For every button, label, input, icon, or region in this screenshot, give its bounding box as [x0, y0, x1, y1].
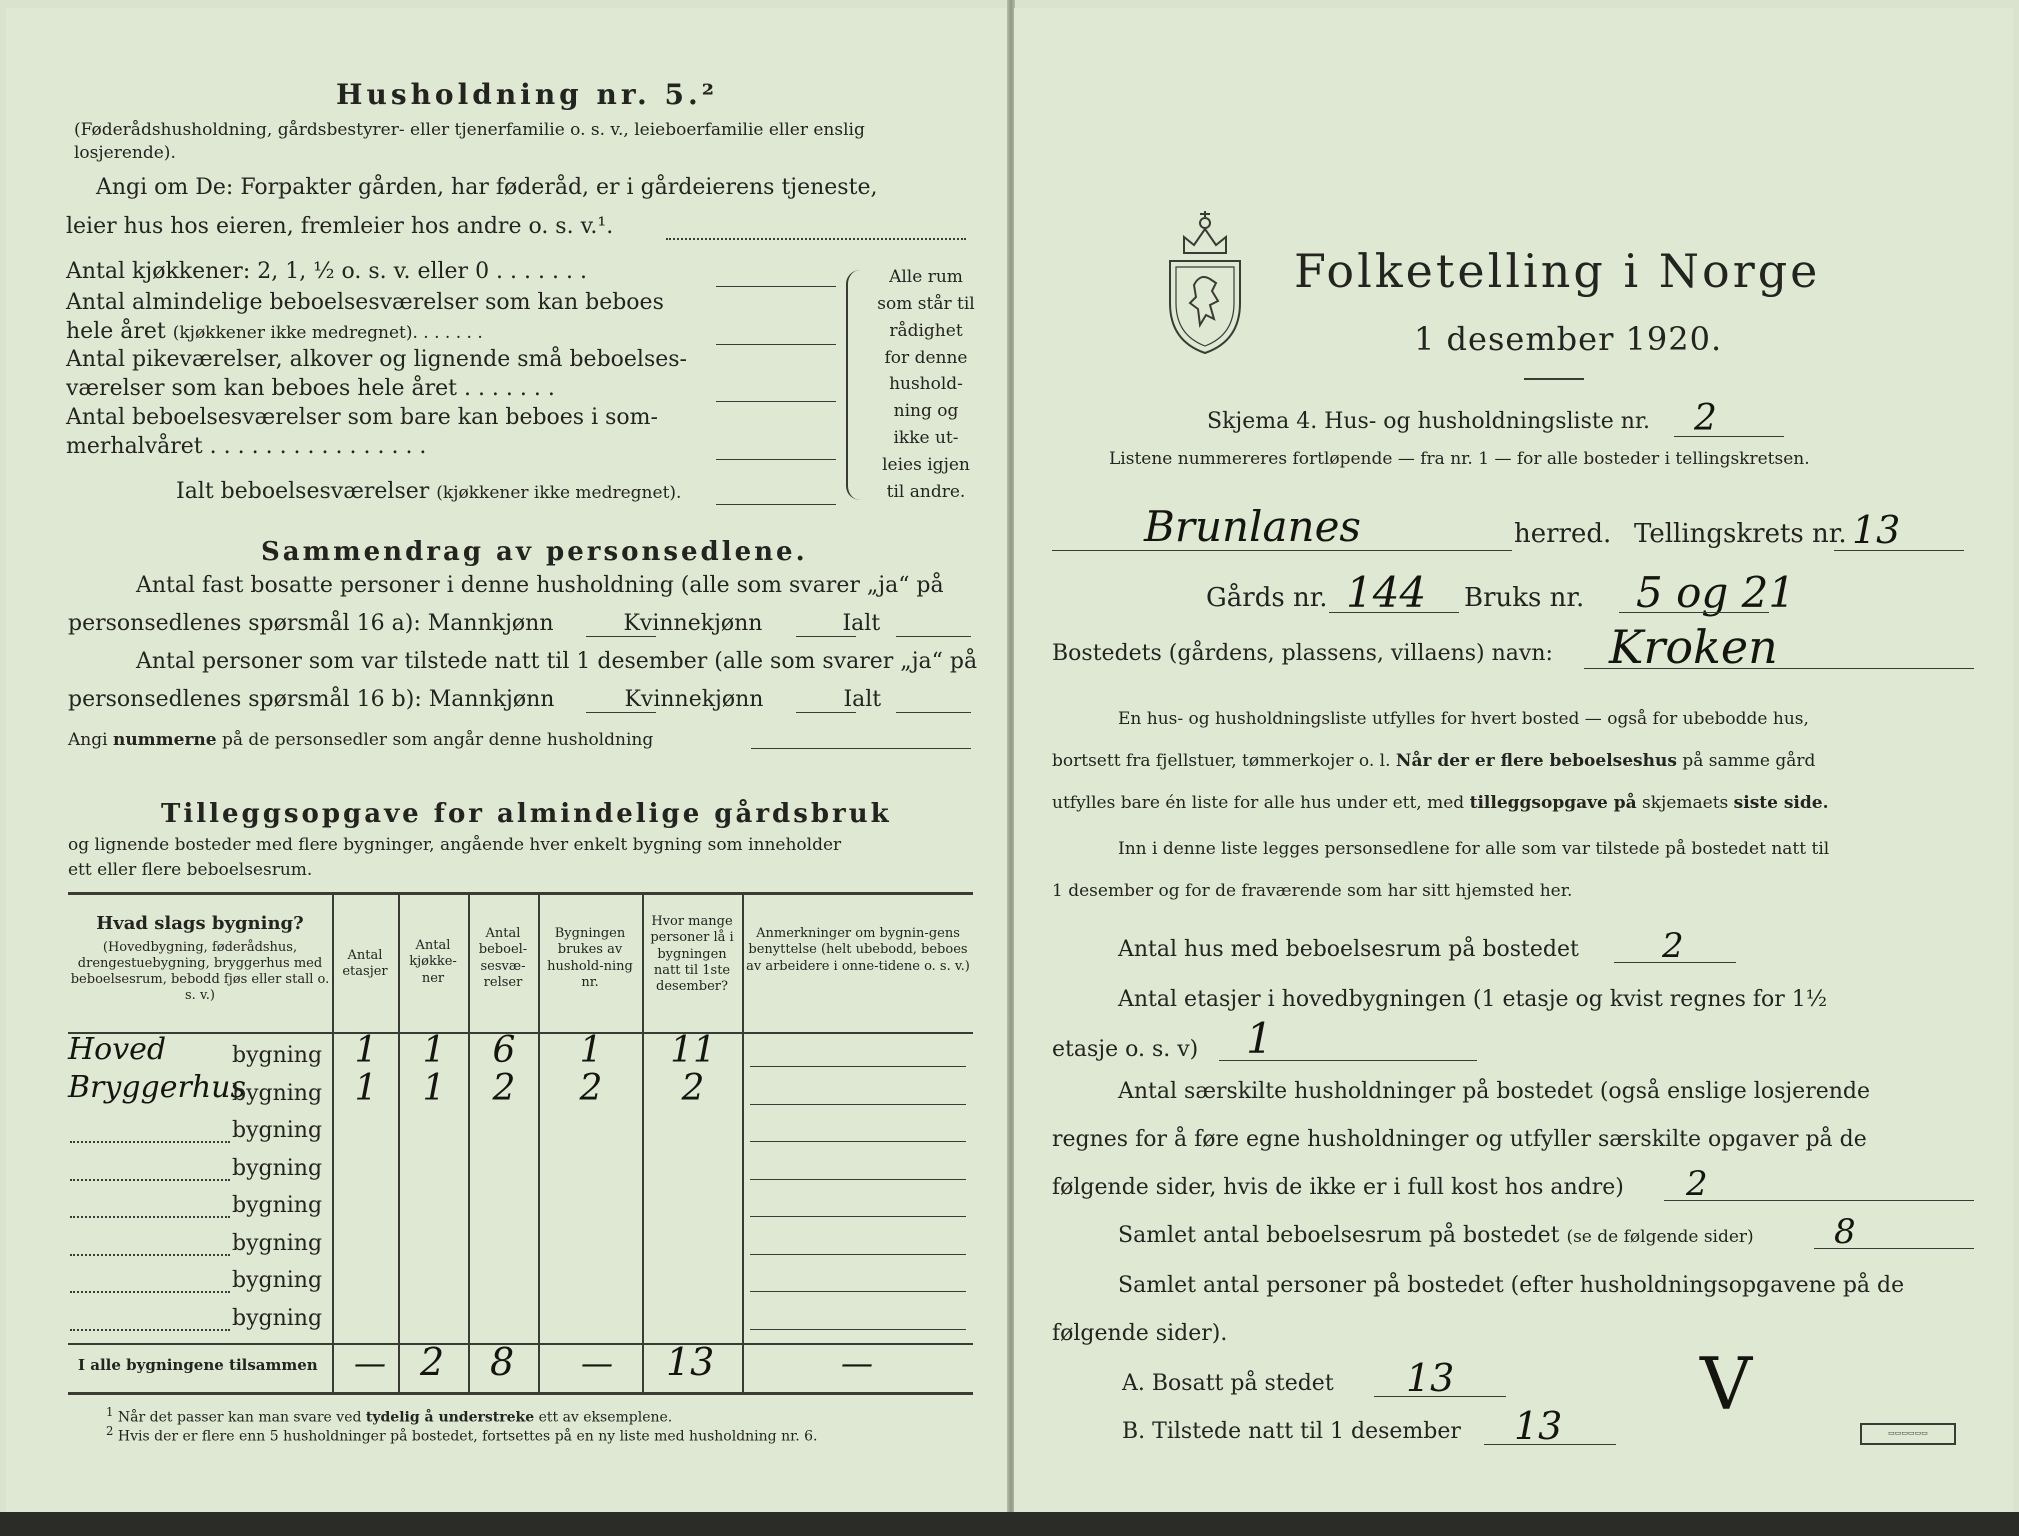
side-note-line: som står til: [877, 293, 975, 314]
norway-coat-of-arms-icon: [1164, 203, 1246, 363]
household-subtitle: (Føderådshusholdning, gårdsbestyrer- eller tjenerfamilie o. s. v., leieboerfamilie eller enslig losjerende).: [74, 120, 865, 163]
side-note-line: til andre.: [886, 481, 966, 502]
skjema-nr[interactable]: 2: [1694, 398, 1717, 439]
row-dotted-line: [70, 1329, 230, 1331]
q-etasjer-2: etasje o. s. v): [1052, 1037, 1199, 1062]
q-pers-2: følgende sider).: [1052, 1321, 1228, 1346]
cell-remarks[interactable]: [750, 1104, 966, 1105]
b-label: B. Tilstede natt til 1 desember: [1122, 1419, 1461, 1444]
rooms-ordinary-1: Antal almindelige beboelsesværelser som kan beboes: [66, 290, 664, 315]
header-remarks: Anmerkninger om bygnin-gens benyttelse (helt ubebodd, beboes av arbeidere i onne-tidene o. s. v.): [746, 926, 970, 974]
header-building-type: [70, 913, 330, 1005]
building-suffix: bygning: [232, 1080, 323, 1106]
a-value[interactable]: 13: [1406, 1356, 1455, 1400]
header-building-type-desc: (Hovedbygning, føderådshus, drengestuebygning, bryggerhus med beboelsesrum, bebodd fjøs eller stall o. s. v.): [70, 939, 330, 1004]
gards-label: Gårds nr.: [1206, 583, 1328, 613]
cell-vaerelser[interactable]: 6: [492, 1030, 516, 1071]
household-title: Husholdning nr. 5.²: [336, 78, 719, 111]
q-pers-1: Samlet antal personer på bostedet (efter husholdningsopgavene på de: [1118, 1273, 1905, 1298]
numbers-bold: nummerne: [112, 730, 217, 750]
bosted-line: [1584, 668, 1974, 669]
summary-numbers: [68, 731, 653, 750]
numbers-line[interactable]: [751, 748, 971, 749]
maid-answer[interactable]: [716, 401, 836, 402]
rooms-maid-1: Antal pikeværelser, alkover og lignende små beboelses-: [66, 347, 687, 372]
bruks-label: Bruks nr.: [1464, 583, 1585, 613]
summary-heading: Sammendrag av personsedlene.: [261, 537, 808, 567]
side-note-line: Alle rum: [889, 267, 963, 287]
instr-3-mid: skjemaets: [1642, 793, 1729, 813]
rooms-total-text: Ialt beboelsesværelser: [176, 479, 430, 504]
summary-p1-female-label: Kvinnekjønn: [623, 611, 763, 636]
cell-etasjer[interactable]: 1: [354, 1067, 378, 1109]
krets-value[interactable]: 13: [1852, 508, 1901, 552]
skjema-nr-line: [1674, 436, 1784, 437]
cell-remarks[interactable]: [750, 1179, 966, 1180]
rooms-ordinary-2: [66, 320, 483, 344]
printer-stamp: ▭▭▭▭▭▭: [1860, 1423, 1956, 1445]
krets-line: [1834, 550, 1964, 551]
instr-2-bold: Når der er flere beboelseshus: [1395, 751, 1677, 771]
rooms-kitchens: Antal kjøkkener: 2, 1, ½ o. s. v. eller 0 . . . . . . .: [66, 259, 587, 284]
instr-2-pre: bortsett fra fjellstuer, tømmerkojer o. l.: [1052, 751, 1391, 771]
side-note-line: for denne: [884, 347, 968, 368]
krets-label: Tellingskrets nr.: [1634, 519, 1847, 549]
q-hus-line: [1614, 962, 1736, 963]
summary-p2-line1: Antal personer som var tilstede natt til 1 desember (alle som svarer „ja“ på: [136, 649, 978, 674]
q-rum-value[interactable]: 8: [1834, 1212, 1856, 1252]
rooms-maid-2: værelser som kan beboes hele året . . . . . . .: [66, 376, 555, 401]
numbers-pre: Angi: [68, 730, 108, 750]
rooms-summer-2: merhalvåret . . . . . . . . . . . . . . . .: [66, 434, 427, 459]
q-hush-2: regnes for å føre egne husholdninger og utfyller særskilte opgaver på de: [1052, 1127, 1867, 1152]
scan-border: [0, 1512, 2019, 1536]
building-suffix: bygning: [232, 1230, 323, 1256]
left-page: [6, 8, 1008, 1518]
q-hush-1: Antal særskilte husholdninger på bostedet (også enslige losjerende: [1118, 1079, 1871, 1104]
building-suffix: bygning: [232, 1155, 323, 1181]
header-floors: Antal etasjer: [342, 948, 388, 980]
rooms-summer-1: Antal beboelsesværelser som bare kan beboes i som-: [66, 405, 658, 430]
kitchens-answer[interactable]: [716, 286, 836, 287]
side-note-line: ning og: [893, 401, 959, 422]
total-rooms[interactable]: 8: [490, 1340, 515, 1384]
q-rum-text: Samlet antal beboelsesrum på bostedet: [1118, 1223, 1560, 1248]
cell-remarks[interactable]: [750, 1291, 966, 1292]
total-household[interactable]: —: [581, 1344, 613, 1382]
gards-line: [1329, 612, 1459, 613]
intro-line-2: leier hus hos eieren, fremleier hos andre o. s. v.¹.: [66, 214, 614, 239]
total-persons[interactable]: 13: [666, 1340, 715, 1384]
instr-5: 1 desember og for de fraværende som har sitt hjemsted her.: [1052, 881, 1573, 901]
instr-3-bold2: siste side.: [1733, 793, 1829, 813]
instr-3-bold: tilleggsopgave på: [1469, 793, 1637, 813]
footnote-1-post: ett av eksemplene.: [538, 1409, 673, 1426]
total-label: I alle bygningene tilsammen: [78, 1356, 318, 1374]
herred-label: herred.: [1514, 519, 1612, 549]
summary-p1-total-label: Ialt: [842, 611, 881, 636]
instr-2: [1052, 752, 1815, 771]
row-dotted-line: [70, 1291, 230, 1293]
cell-remarks[interactable]: [750, 1254, 966, 1255]
cell-husholdning[interactable]: 2: [579, 1067, 603, 1109]
a-label: A. Bosatt på stedet: [1122, 1371, 1334, 1396]
rooms-side-note: [866, 264, 986, 506]
p2-female-line: [796, 712, 856, 713]
building-suffix: bygning: [232, 1118, 323, 1143]
row-dotted-line: [70, 1141, 230, 1143]
bosted-label: Bostedets (gårdens, plassens, villaens) navn:: [1052, 641, 1553, 666]
header-kitchens: Antal kjøkke-ner: [409, 938, 457, 986]
rooms-total: [176, 480, 681, 504]
cell-vaerelser[interactable]: 2: [492, 1067, 516, 1109]
footnote-1-bold: tydelig å understreke: [365, 1409, 535, 1426]
q-hus-value[interactable]: 2: [1662, 926, 1684, 966]
summer-answer[interactable]: [716, 459, 836, 460]
building-suffix: bygning: [232, 1043, 323, 1068]
rooms-ordinary-2-note: (kjøkkener ikke medregnet). . . . . . .: [172, 323, 483, 343]
cell-remarks[interactable]: [750, 1216, 966, 1217]
side-note-line: rådighet: [889, 320, 963, 341]
total-answer[interactable]: [716, 504, 836, 505]
summary-p1-male-label: personsedlenes spørsmål 16 a): Mannkjønn: [68, 611, 554, 636]
q-etasjer-value[interactable]: 1: [1246, 1014, 1273, 1063]
total-kitchens[interactable]: 2: [420, 1340, 445, 1384]
rooms-total-note: (kjøkkener ikke medregnet).: [436, 483, 682, 503]
p1-total-line: [896, 636, 971, 637]
skjema-label: Skjema 4. Hus- og husholdningsliste nr.: [1207, 409, 1650, 434]
cell-husholdning[interactable]: 1: [579, 1030, 603, 1071]
cell-personer[interactable]: 11: [670, 1030, 716, 1071]
table-bottom-rule: [68, 1392, 973, 1395]
q-hus-label: Antal hus med beboelsesrum på bostedet: [1118, 937, 1579, 962]
bruks-line: [1619, 612, 1769, 613]
p2-total-line: [896, 712, 971, 713]
summary-p2-female-label: Kvinnekjønn: [624, 687, 764, 712]
rooms-brace: [846, 270, 862, 500]
rooms-ordinary-2-text: hele året: [66, 319, 166, 344]
footnote-1: $^1$ Når det passer kan man svare ved tydelig å understreke ett av eksemplene.: [106, 1405, 673, 1426]
side-note-line: ikke ut-: [893, 428, 959, 449]
farm-desc-2: ett eller flere beboelsesrum.: [68, 860, 313, 880]
summary-p1-line2: [68, 612, 880, 636]
building-name[interactable]: Hoved: [68, 1032, 167, 1067]
q-etasjer-line: [1219, 1060, 1477, 1061]
footnote-2-text: Hvis der er flere enn 5 husholdninger på bostedet, fortsettes på en ny liste med husholdning nr. 6.: [117, 1428, 818, 1445]
numbers-post: på de personsedler som angår denne husholdning: [222, 730, 654, 750]
right-page: [1014, 8, 2013, 1518]
cell-etasjer[interactable]: 1: [354, 1030, 378, 1071]
form-title: Folketelling i Norge: [1294, 244, 1821, 298]
q-hush-3: følgende sider, hvis de ikke er i full kost hos andre): [1052, 1175, 1624, 1200]
row-dotted-line: [70, 1216, 230, 1218]
building-suffix: bygning: [232, 1193, 323, 1218]
summary-p2-total-label: Ialt: [843, 687, 882, 712]
instr-4: Inn i denne liste legges personsedlene for alle som var tilstede på bostedet natt til: [1118, 839, 1830, 859]
b-value[interactable]: 13: [1514, 1404, 1563, 1448]
intro-line-1: Angi om De: Forpakter gården, har føderåd, er i gårdeierens tjeneste,: [96, 175, 878, 200]
q-etasjer-1: Antal etasjer i hovedbygningen (1 etasje og kvist regnes for 1½: [1118, 987, 1828, 1012]
p2-male-line: [586, 712, 656, 713]
bosted-value[interactable]: Kroken: [1609, 620, 1778, 674]
a-line: [1374, 1396, 1506, 1397]
bruks-value[interactable]: 5 og 21: [1636, 568, 1796, 617]
herred-value[interactable]: Brunlanes: [1144, 502, 1361, 551]
row-dotted-line: [70, 1179, 230, 1181]
form-date: 1 desember 1920.: [1414, 320, 1723, 358]
q-rum-line: [1814, 1248, 1974, 1249]
cell-kjokken[interactable]: 1: [422, 1067, 446, 1109]
p1-female-line: [796, 636, 856, 637]
instr-1: En hus- og husholdningsliste utfylles for hvert bosted — også for ubebodde hus,: [1118, 709, 1809, 729]
building-suffix: bygning: [232, 1305, 323, 1331]
p1-male-line: [586, 636, 656, 637]
footnote-2: $^2$ Hvis der er flere enn 5 husholdninger på bostedet, fortsettes på en ny liste med husholdning nr. 6.: [106, 1424, 818, 1445]
cell-remarks[interactable]: [750, 1066, 966, 1067]
row-dotted-line: [70, 1254, 230, 1256]
summary-p2-line2: [68, 688, 881, 712]
table-top-rule: [68, 892, 973, 895]
herred-line: [1052, 550, 1512, 551]
intro-answer-line[interactable]: [666, 238, 966, 240]
header-building-type-title: Hvad slags bygning?: [96, 913, 304, 934]
header-persons: Hvor mange personer lå i bygningen natt til 1ste desember?: [650, 914, 734, 994]
summary-p1-line1: Antal fast bosatte personer i denne husholdning (alle som svarer „ja“ på: [136, 573, 944, 598]
footnote-1-pre: Når det passer kan man svare ved: [117, 1409, 362, 1426]
checkmark: V: [1700, 1342, 1752, 1426]
b-line: [1484, 1444, 1616, 1445]
q-rum-note: (se de følgende sider): [1566, 1227, 1754, 1247]
header-household: Bygningen brukes av hushold-ning nr.: [547, 926, 633, 990]
header-rooms: Antal beboel-sesvæ-relser: [478, 926, 528, 990]
side-note-line: leies igjen: [882, 455, 970, 476]
total-remarks[interactable]: —: [841, 1344, 873, 1382]
cell-remarks[interactable]: [750, 1329, 966, 1330]
building-name[interactable]: Bryggerhus: [68, 1069, 246, 1105]
listene-note: Listene nummereres fortløpende — fra nr. 1 — for alle bosteder i tellingskretsen.: [1109, 449, 1810, 469]
side-note-line: hushold-: [889, 374, 963, 395]
instr-3-pre: utfylles bare én liste for alle hus under ett, med: [1052, 793, 1465, 813]
farm-desc-1: og lignende bosteder med flere bygninger, angående hver enkelt bygning som inneholder: [68, 835, 842, 855]
instr-3: [1052, 794, 1829, 813]
q-hush-line: [1664, 1200, 1974, 1201]
cell-remarks[interactable]: [750, 1141, 966, 1142]
total-floors[interactable]: —: [354, 1344, 386, 1382]
building-suffix: bygning: [232, 1268, 323, 1293]
cell-personer[interactable]: 2: [681, 1067, 705, 1109]
farm-heading: Tilleggsopgave for almindelige gårdsbruk: [161, 799, 892, 829]
col-divider: [742, 892, 744, 1392]
instr-2-post: på samme gård: [1682, 751, 1816, 771]
summary-p2-male-label: personsedlenes spørsmål 16 b): Mannkjønn: [68, 687, 555, 712]
title-rule: [1524, 378, 1584, 380]
cell-kjokken[interactable]: 1: [422, 1030, 446, 1071]
ordinary-answer[interactable]: [716, 344, 836, 345]
gards-value[interactable]: 144: [1346, 568, 1427, 617]
table-total-rule: [68, 1343, 973, 1345]
q-hush-value[interactable]: 2: [1686, 1164, 1708, 1204]
q-rum-label: [1118, 1224, 1754, 1248]
